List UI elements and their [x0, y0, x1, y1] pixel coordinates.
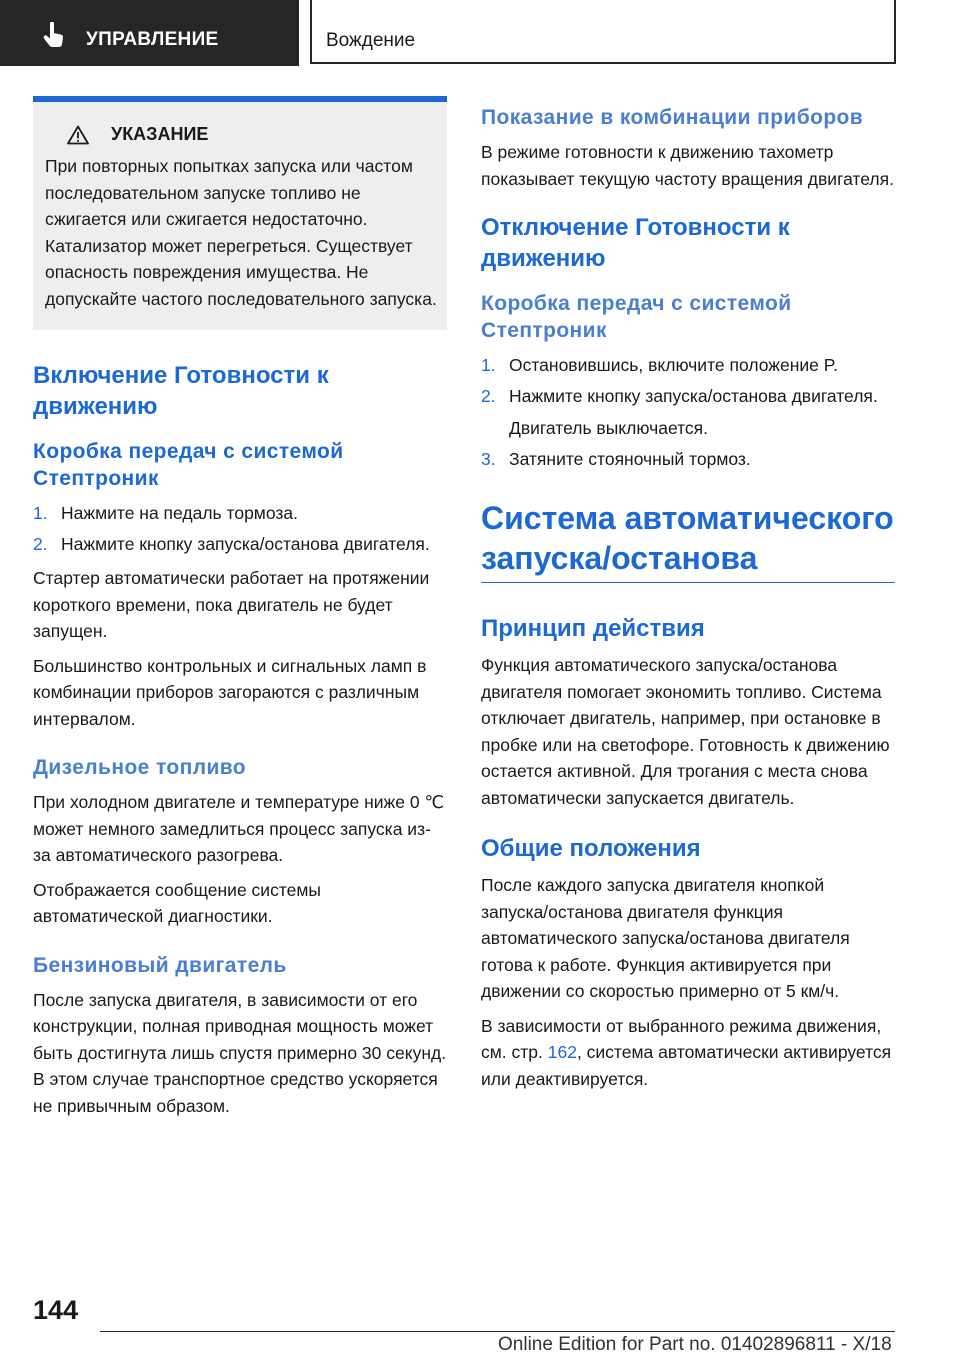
- auto-start-stop-heading: Система автоматического запуска/останова: [481, 498, 895, 583]
- step-text: Нажмите кнопку запуска/останова двигателя.: [509, 385, 878, 406]
- step-text: Нажмите кнопку запуска/останова двигателя.: [61, 533, 430, 554]
- diesel-paragraph-2: Отображается сообщение системы автоматической диагностики.: [33, 879, 321, 926]
- cluster-heading: Показание в комбинации приборов: [481, 106, 864, 129]
- section-tab[interactable]: [310, 0, 896, 64]
- petrol-heading: Бензиновый двигатель: [33, 953, 287, 977]
- list-item-sub: [481, 415, 895, 442]
- left-steptronic-heading: Коробка передач с системой Стептроник: [33, 440, 344, 490]
- general-heading: Общие положения: [481, 835, 701, 862]
- general-paragraph-1: После каждого запуска двигателя кнопкой запуска/останова двигателя функция автоматического запуска/останова двигателя готова к работе. Функция активируется при движении со скоростью примерно от 5 км/ч.: [481, 875, 850, 1001]
- starter-paragraph: Стартер автоматически работает на протяжении короткого времени, пока двигатель не будет запущен.: [33, 568, 430, 641]
- right-steptronic-heading: Коробка передач с системой Стептроник: [481, 292, 792, 342]
- ready-on-heading: Включение Готовности к движению: [33, 362, 329, 420]
- right-steps-list: [481, 352, 895, 472]
- general-paragraph-2: [481, 1013, 895, 1093]
- diesel-paragraph-1: При холодном двигателе и температуре ниже 0 ℃ может немного замедлиться процесс запуска из-за автоматического разогрева.: [33, 792, 445, 865]
- ready-off-heading: Отключение Готовности к движению: [481, 214, 790, 272]
- lamps-paragraph: Большинство контрольных и сигнальных ламп в комбинации приборов загораются с различным интервалом.: [33, 655, 427, 729]
- step-text: Затяните стояночный тормоз.: [509, 448, 751, 469]
- general-text-after: , система автоматически активируется или деактивируется.: [481, 1042, 892, 1089]
- list-item: [481, 383, 895, 410]
- hand-pointer-icon: [42, 22, 66, 48]
- warning-text: При повторных попытках запуска или частом последовательном запуске топливо не сжигается или сжигается недостаточно. Катализатор может перегреться. Существует опасность повреждения имущества. Не допускайте частого последовательного запуска.: [45, 156, 437, 309]
- warning-note: [33, 96, 447, 330]
- list-item: [33, 500, 447, 527]
- warning-title: УКАЗАНИЕ: [111, 124, 209, 144]
- principle-heading: Принцип действия: [481, 615, 705, 642]
- page-reference-link[interactable]: 162: [547, 1042, 577, 1062]
- left-steps-list: [33, 500, 447, 557]
- section-label: Вождение: [326, 30, 416, 51]
- list-item: [481, 352, 895, 379]
- cluster-paragraph: В режиме готовности к движению тахометр показывает текущую частоту вращения двигателя.: [481, 142, 894, 189]
- left-column: [33, 96, 447, 1127]
- step-number: 3.: [481, 448, 496, 469]
- chapter-tab[interactable]: [0, 0, 299, 66]
- right-column: [481, 96, 895, 1100]
- warning-triangle-icon: [67, 125, 89, 145]
- page-number: 144: [33, 1295, 79, 1325]
- petrol-paragraph: После запуска двигателя, в зависимости от его конструкции, полная приводная мощность может быть достигнута лишь спустя примерно 30 секунд. В этом случае транспортное средство ускоряется не привычным образом.: [33, 989, 447, 1116]
- step-number: 2.: [481, 385, 496, 406]
- warning-title-row: [67, 124, 437, 145]
- step-subtext: Двигатель выключается.: [509, 418, 709, 438]
- step-text: Нажмите на педаль тормоза.: [61, 503, 298, 523]
- diesel-heading: Дизельное топливо: [33, 756, 247, 779]
- general-text-before: В зависимости от выбранного режима движения, см. стр.: [481, 1015, 882, 1062]
- step-number: 1.: [481, 355, 496, 375]
- footer-edition: Online Edition for Part no. 01402896811 - X/18: [498, 1334, 892, 1355]
- list-item: [33, 531, 447, 558]
- list-item: [481, 446, 895, 473]
- step-text: Остановившись, включите положение P.: [509, 355, 839, 375]
- principle-paragraph: Функция автоматического запуска/останова двигателя помогает экономить топливо. Система отключает двигатель, например, при остановке в пробке или на светофоре. Готовность к движению остается активной. Для трогания с места снова автоматически запускается двигатель.: [481, 655, 890, 808]
- chapter-label: УПРАВЛЕНИЕ: [86, 29, 219, 50]
- step-number: 2.: [33, 533, 48, 554]
- step-number: 1.: [33, 503, 48, 523]
